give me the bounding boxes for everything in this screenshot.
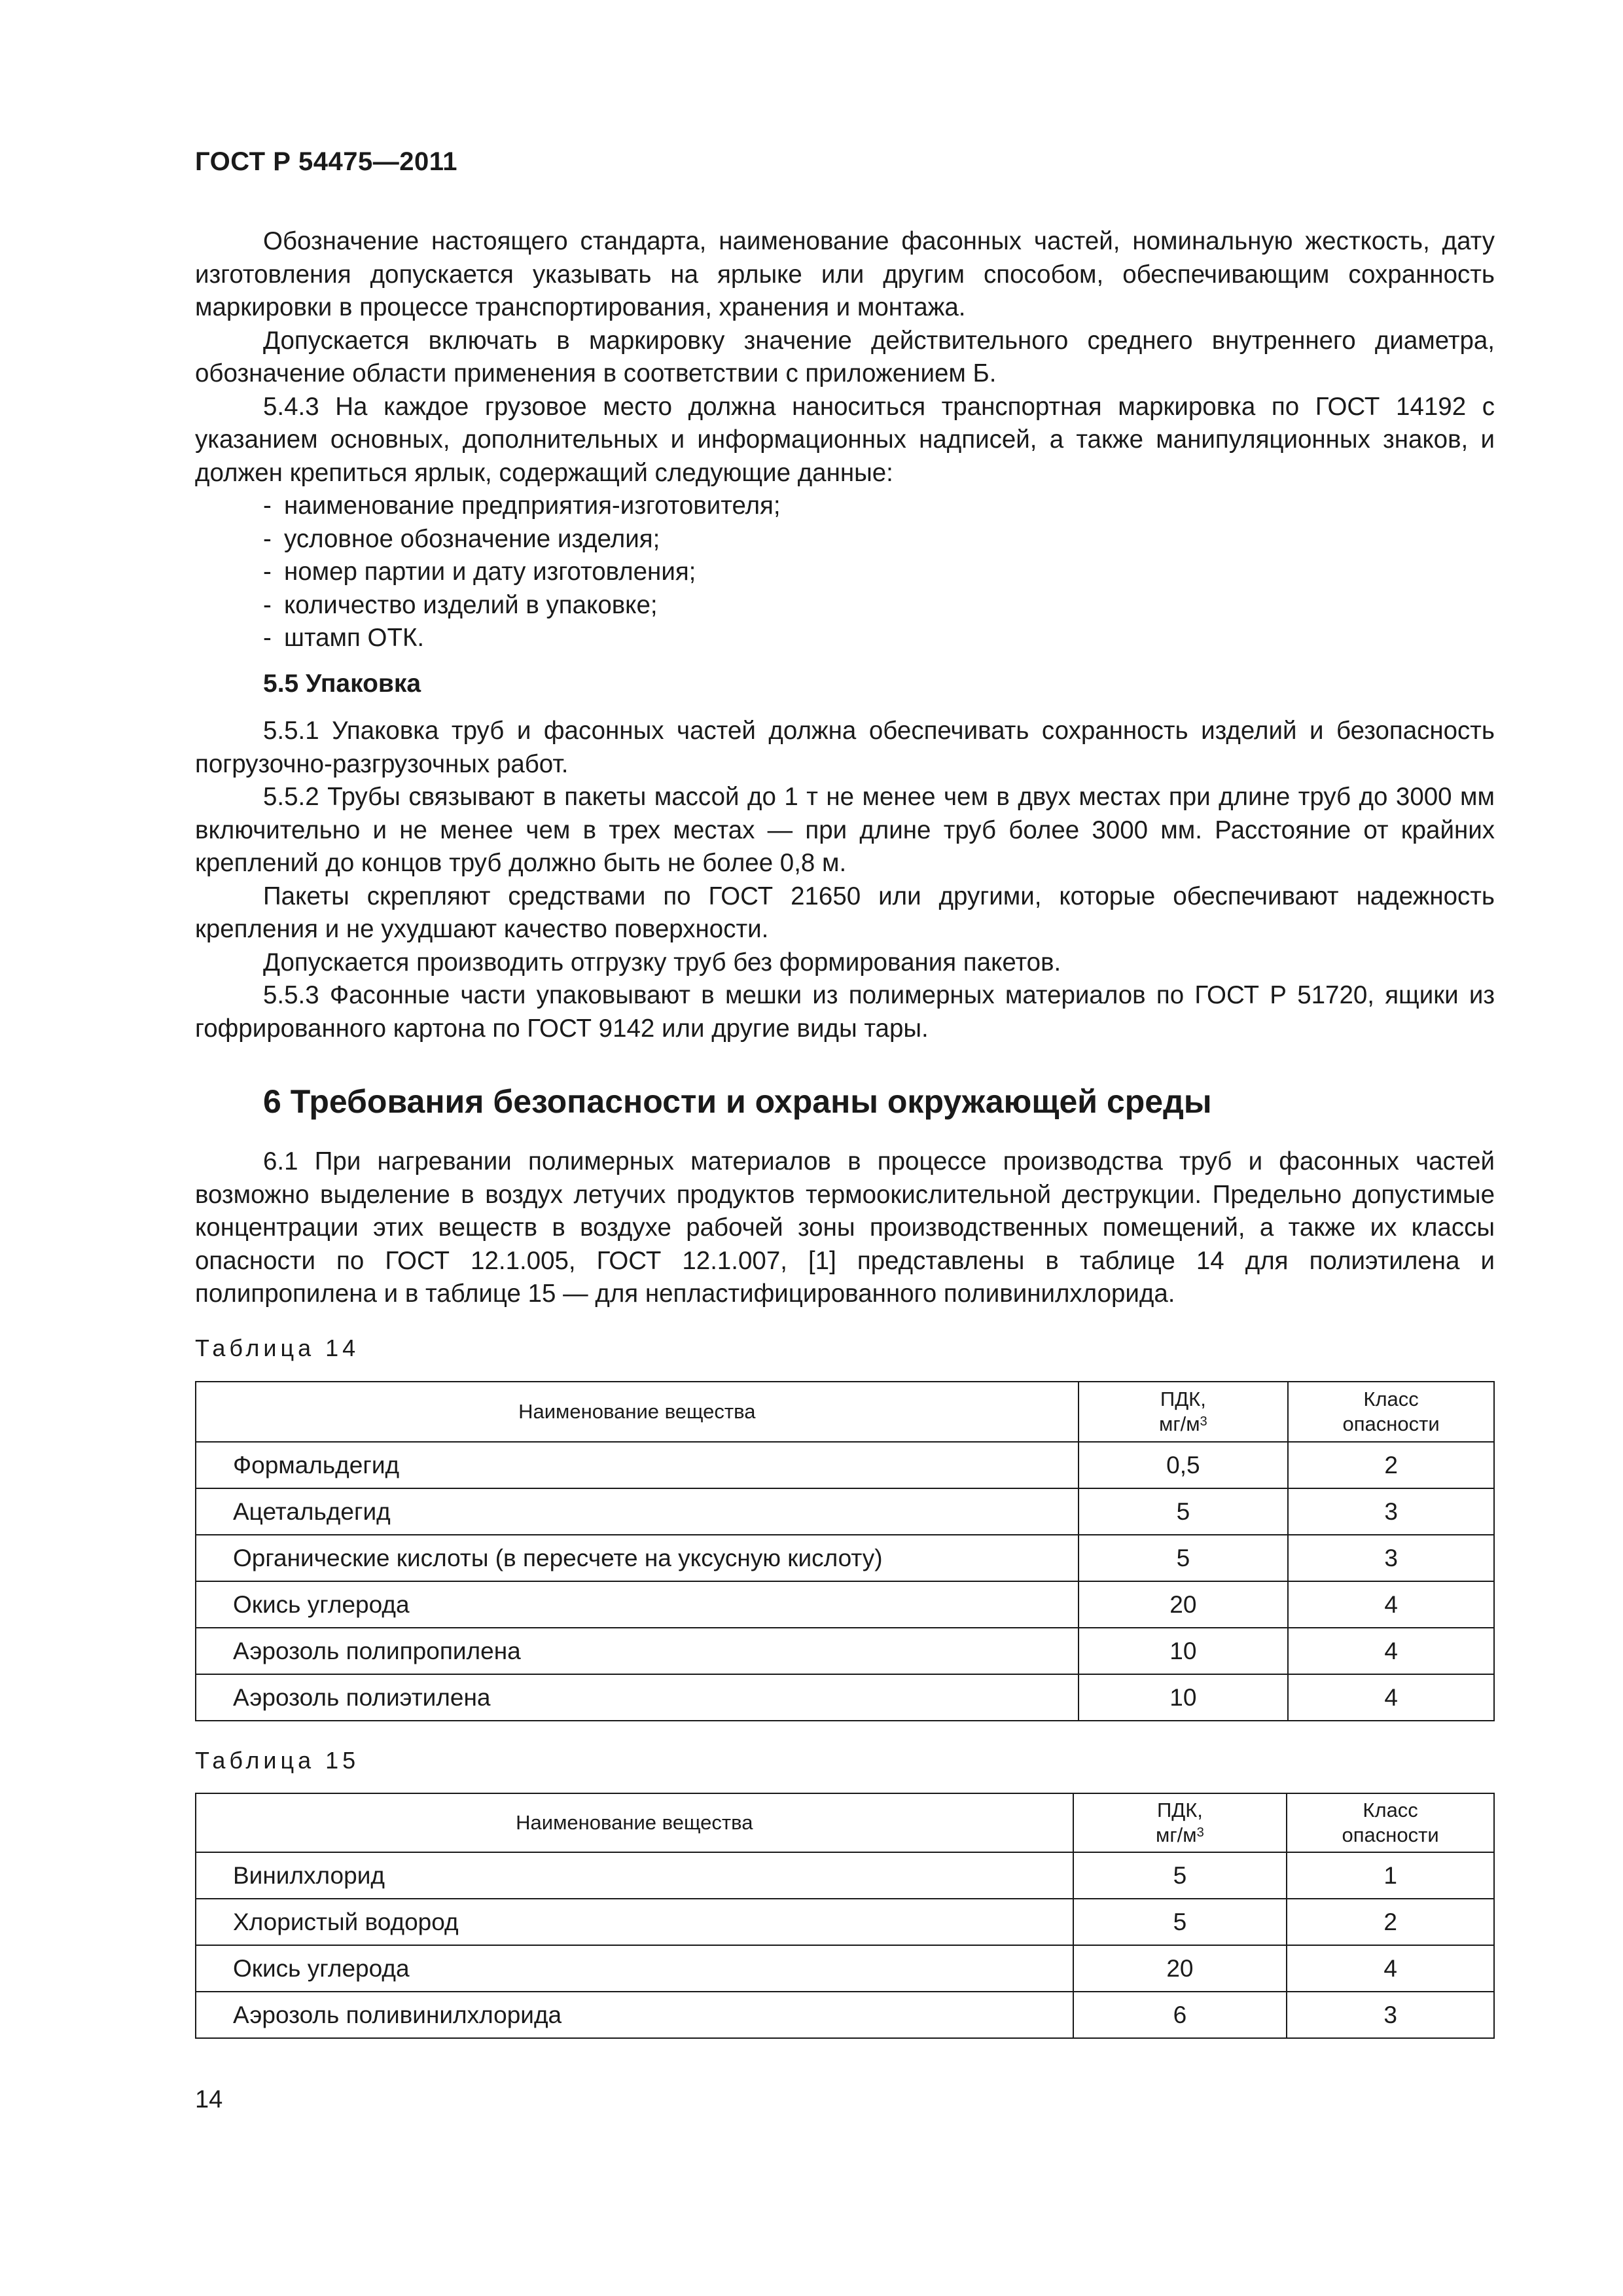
list-item-text: количество изделий в упаковке; — [284, 590, 658, 619]
pdk-value-cell: 0,5 — [1079, 1442, 1289, 1488]
table-14 — [195, 1381, 1495, 1721]
label-data-list — [195, 490, 1495, 655]
substance-name-cell: Аэрозоль полипропилена — [196, 1628, 1079, 1674]
list-item — [195, 556, 1495, 589]
table-row — [196, 1992, 1494, 2038]
packaging-text-block — [195, 715, 1495, 1045]
pdk-value-cell: 20 — [1073, 1945, 1287, 1992]
substance-name-cell: Винилхлорид — [196, 1852, 1073, 1899]
document-header: ГОСТ Р 54475—2011 — [195, 147, 457, 176]
pdk-value-cell: 10 — [1079, 1674, 1289, 1721]
column-header-pdk — [1073, 1793, 1287, 1852]
table-row — [196, 1852, 1494, 1899]
substance-name-cell: Органические кислоты (в пересчете на уксусную кислоту) — [196, 1535, 1079, 1581]
class-label-2: опасности — [1342, 1412, 1440, 1435]
table-row — [196, 1899, 1494, 1945]
list-dash: - — [263, 590, 272, 619]
pdk-unit-superscript: 3 — [1200, 1414, 1207, 1429]
list-item-text: наименование предприятия-изготовителя; — [284, 492, 781, 520]
table-row — [196, 1488, 1494, 1535]
marking-text-block — [195, 225, 1495, 655]
list-item-text: условное обозначение изделия; — [284, 524, 660, 553]
page-number: 14 — [195, 2086, 223, 2113]
pdk-label: ПДК, — [1160, 1388, 1206, 1410]
pdk-value-cell: 5 — [1079, 1535, 1289, 1581]
paragraph: Допускается включать в маркировку значение действительного среднего внутреннего диаметра, обозначение области применения в соответствии с приложением Б. — [195, 326, 1495, 387]
list-item — [195, 490, 1495, 523]
table-row — [196, 1945, 1494, 1992]
table-caption: Таблица 14 — [195, 1335, 360, 1361]
pdk-label: ПДК, — [1156, 1799, 1203, 1821]
hazard-class-cell: 4 — [1288, 1674, 1494, 1721]
hazard-class-cell: 4 — [1287, 1945, 1494, 1992]
list-item — [195, 622, 1495, 655]
table-15 — [195, 1793, 1495, 2039]
paragraph: Пакеты скрепляют средствами по ГОСТ 21650 или другими, которые обеспечивают надежность крепления и не ухудшают качество поверхности. — [195, 882, 1495, 943]
table-caption: Таблица 15 — [195, 1747, 360, 1774]
substance-name-cell: Аэрозоль полиэтилена — [196, 1674, 1079, 1721]
substance-name-cell: Окись углерода — [196, 1945, 1073, 1992]
hazard-class-cell: 2 — [1287, 1899, 1494, 1945]
list-item-text: номер партии и дату изготовления; — [284, 558, 696, 586]
section-title: 6 Требования безопасности и охраны окружающей среды — [263, 1083, 1212, 1120]
hazard-class-cell: 2 — [1288, 1442, 1494, 1488]
paragraph: 6.1 При нагревании полимерных материалов в процессе производства труб и фасонных частей возможно выделение в воздух летучих продуктов термоокислительной деструкции. Предельно допустимые концентрации этих веществ в воздухе рабочей зоны производственных помещений, а также их классы опасности по ГОСТ 12.1.005, ГОСТ 12.1.007, [1] представлены в таблице 14 для полиэтилена и полипропилена и в таблице 15 — для непластифицированного поливинилхлорида. — [195, 1147, 1495, 1308]
list-dash: - — [263, 524, 272, 553]
list-item — [195, 523, 1495, 556]
substance-name-cell: Хлористый водород — [196, 1899, 1073, 1945]
hazard-class-cell: 3 — [1288, 1488, 1494, 1535]
substance-name-cell: Окись углерода — [196, 1581, 1079, 1628]
hazard-class-cell: 3 — [1288, 1535, 1494, 1581]
subsection-title: 5.5 Упаковка — [263, 670, 421, 698]
column-header-substance: Наименование вещества — [196, 1382, 1079, 1442]
table-header-row — [196, 1793, 1494, 1852]
pdk-value-cell: 6 — [1073, 1992, 1287, 2038]
hazard-class-cell: 4 — [1288, 1628, 1494, 1674]
list-item-text: штамп ОТК. — [284, 624, 425, 652]
table-row — [196, 1628, 1494, 1674]
table-row — [196, 1442, 1494, 1488]
substance-name-cell: Ацетальдегид — [196, 1488, 1079, 1535]
hazard-class-cell: 1 — [1287, 1852, 1494, 1899]
pdk-unit-superscript: 3 — [1196, 1825, 1204, 1840]
table-row — [196, 1674, 1494, 1721]
substance-name-cell: Аэрозоль поливинилхлорида — [196, 1992, 1073, 2038]
pdk-value-cell: 5 — [1073, 1899, 1287, 1945]
pdk-value-cell: 5 — [1073, 1852, 1287, 1899]
pdk-value-cell: 20 — [1079, 1581, 1289, 1628]
substance-name-cell: Формальдегид — [196, 1442, 1079, 1488]
paragraph: 5.4.3 На каждое грузовое место должна наноситься транспортная маркировка по ГОСТ 14192 с указанием основных, дополнительных и информационных надписей, а также манипуляционных знаков, и должен крепиться ярлык, содержащий следующие данные: — [195, 392, 1495, 487]
pdk-value-cell: 5 — [1079, 1488, 1289, 1535]
pdk-unit: мг/м — [1156, 1823, 1197, 1846]
pdk-unit: мг/м — [1159, 1412, 1200, 1435]
list-dash: - — [263, 492, 272, 520]
class-label-2: опасности — [1342, 1823, 1439, 1846]
table-header-row — [196, 1382, 1494, 1442]
pdk-value-cell: 10 — [1079, 1628, 1289, 1674]
table-row — [196, 1535, 1494, 1581]
hazard-class-cell: 3 — [1287, 1992, 1494, 2038]
list-dash: - — [263, 558, 272, 586]
column-header-substance: Наименование вещества — [196, 1793, 1073, 1852]
paragraph: 5.5.1 Упаковка труб и фасонных частей должна обеспечивать сохранность изделий и безопасность погрузочно-разгрузочных работ. — [195, 717, 1495, 778]
column-header-hazard-class — [1288, 1382, 1494, 1442]
class-label: Класс — [1363, 1799, 1418, 1821]
paragraph: Обозначение настоящего стандарта, наименование фасонных частей, номинальную жесткость, дату изготовления допускается указывать на ярлыке или другим способом, обеспечивающим сохранность маркировки в процессе транспортирования, хранения и монтажа. — [195, 227, 1495, 321]
list-item — [195, 589, 1495, 622]
paragraph: 5.5.3 Фасонные части упаковывают в мешки из полимерных материалов по ГОСТ Р 51720, ящики из гофрированного картона по ГОСТ 9142 или другие виды тары. — [195, 981, 1495, 1043]
table-row — [196, 1581, 1494, 1628]
column-header-hazard-class — [1287, 1793, 1494, 1852]
class-label: Класс — [1363, 1388, 1419, 1410]
paragraph: 5.5.2 Трубы связывают в пакеты массой до 1 т не менее чем в двух местах при длине труб до 3000 мм включительно и не менее чем в трех местах — при длине труб более 3000 мм. Расстояние от крайних креплений до концов труб должно быть не более 0,8 м. — [195, 783, 1495, 877]
safety-text-block — [195, 1145, 1495, 1311]
column-header-pdk — [1079, 1382, 1289, 1442]
paragraph: Допускается производить отгрузку труб без формирования пакетов. — [263, 948, 1061, 977]
list-dash: - — [263, 624, 272, 652]
hazard-class-cell: 4 — [1288, 1581, 1494, 1628]
